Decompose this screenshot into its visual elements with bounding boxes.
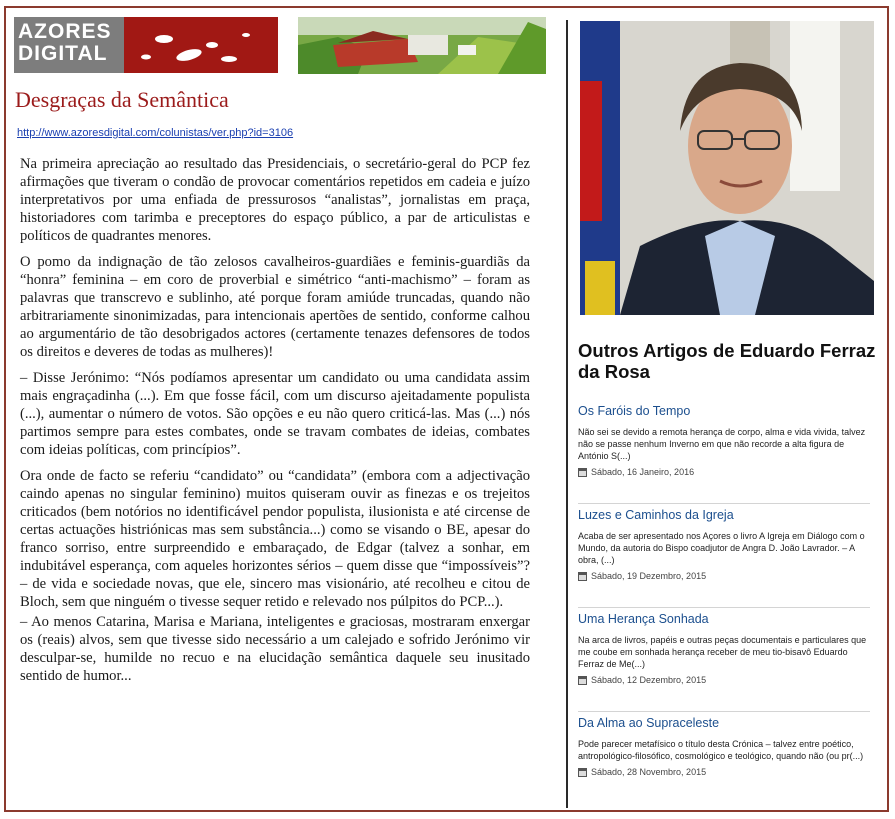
author-photo-graphic (580, 21, 874, 315)
calendar-icon (578, 768, 587, 777)
article-excerpt: Na arca de livros, papéis e outras peças documentais e particulares que me coube em sonhada herança receber de meu tio-bisavô Eduardo Ferraz de Me(...) (578, 635, 867, 669)
article-date-row (578, 467, 870, 477)
author-portrait (580, 21, 874, 315)
column-divider (566, 20, 568, 808)
banner-landscape-image (298, 17, 546, 74)
article-date-row (578, 571, 870, 581)
landscape-graphic (298, 17, 546, 74)
article-url-link[interactable]: http://www.azoresdigital.com/colunistas/ver.php?id=3106 (17, 127, 294, 139)
sidebar-title: Outros Artigos de Eduardo Ferraz da Rosa (578, 340, 876, 382)
article-date-row (578, 675, 870, 685)
article-excerpt: Não sei se devido a remota herança de corpo, alma e vida vivida, talvez não se passe nenhum Inverno em que não recorde a alta figura de António S(...) (578, 427, 866, 461)
article-body (20, 155, 530, 685)
article-paragraph: Ora onde de facto se referiu “candidato” ou “candidata” (embora com a adjectivação caindo apenas no singular feminino) muitos quiseram ouvir as finezas e os trejeitos criticados (bem notórios no identificável pendor populista, ilusionista e até circense de certas actuações histriónicas mas sem substância...) como se visando o BE, apesar do franco sorriso, entre surpreendido e embaraçado, de Edgar (talvez a sonhar, em indubitável esperança, com aqueles horizontes sérios – quem disse que “impossíveis”? – de vida e sociedade novas, que ele, sincero mas visionário, até recolheu e citou de Bloch, sem que ninguém o tivesse sequer retido e relevado nos púlpitos do PCP...). (20, 468, 530, 610)
article-date: Sábado, 12 Dezembro, 2015 (591, 675, 707, 685)
article-link-title[interactable]: Os Faróis do Tempo (578, 404, 691, 418)
azores-digital-logo[interactable] (14, 17, 278, 73)
article-paragraph: – Ao menos Catarina, Marisa e Mariana, inteligentes e graciosas, mostraram enxergar os (reais) alvos, sem que tivesse sido necessário a um calejado e sofrido Jerónimo vir desculpar-se, humilde no recuo e na elucidação semântica daquele seu inusitado sentido de humor... (20, 614, 530, 684)
calendar-icon (578, 468, 587, 477)
list-item[interactable] (578, 712, 870, 816)
article-title: Desgraças da Semântica (15, 87, 229, 112)
logo-line1: AZORES (18, 20, 112, 43)
calendar-icon (578, 572, 587, 581)
article-excerpt: Pode parecer metafísico o título desta Crónica – talvez entre poético, antropológico-filosófico, cosmológico e teológico, quando não (ou pr(...) (578, 739, 864, 761)
article-paragraph: O pomo da indignação de tão zelosos cavalheiros-guardiães e feminis-guardiãs da “honra” feminina – em coro de proverbial e simétrico “anti-machismo” – foram as palavras que transcrevo e sublinho, até porque foram amiúde truncadas, quando não arbitrariamente sinonimizadas, para intencionais apertões de sentido, conforme calhou ao argumentário de tão desobrigados actores (certamente tenazes defensores de todos os direitos e deveres de todas as mulheres)! (20, 254, 530, 360)
article-date-row (578, 767, 870, 777)
logo-line2: DIGITAL (18, 42, 108, 65)
article-link-title[interactable]: Uma Herança Sonhada (578, 612, 709, 626)
article-link-title[interactable]: Da Alma ao Supraceleste (578, 716, 720, 730)
article-paragraph: – Disse Jerónimo: “Nós podíamos apresentar um candidato ou uma candidata assim mais engraçadinha (...). Em que fosse fácil, com um discurso ajeitadamente populista (...), aumentar o número de votos. São opções e eu não quero criticá-las. Mas (...) nós partimos sempre para estes combates, onde se travam combates de ideias, combates com ideias políticas, com princípios”. (20, 370, 530, 458)
list-item[interactable] (578, 400, 870, 504)
article-date: Sábado, 19 Dezembro, 2015 (591, 571, 707, 581)
other-articles-list (578, 400, 870, 816)
calendar-icon (578, 676, 587, 685)
article-date: Sábado, 16 Janeiro, 2016 (591, 467, 695, 477)
article-link-title[interactable]: Luzes e Caminhos da Igreja (578, 508, 734, 522)
article-excerpt: Acaba de ser apresentado nos Açores o livro A Igreja em Diálogo com o Mundo, da autoria do Bispo coadjutor de Angra D. João Lavrador. – A obra, (...) (578, 531, 865, 565)
list-item[interactable] (578, 608, 870, 712)
article-paragraph: Na primeira apreciação ao resultado das Presidenciais, o secretário-geral do PCP fez afirmações que tiveram o condão de provocar comentários repetidos em cadeia e juízo interpretativos por uma enfiada de pressurosos “analistas”, jornalistas em praça, historiadores com tarimba e preceptores do espaço público, a par de articulistas e políticos de quadrantes menores. (20, 156, 530, 244)
list-item[interactable] (578, 504, 870, 608)
article-date: Sábado, 28 Novembro, 2015 (591, 767, 707, 777)
